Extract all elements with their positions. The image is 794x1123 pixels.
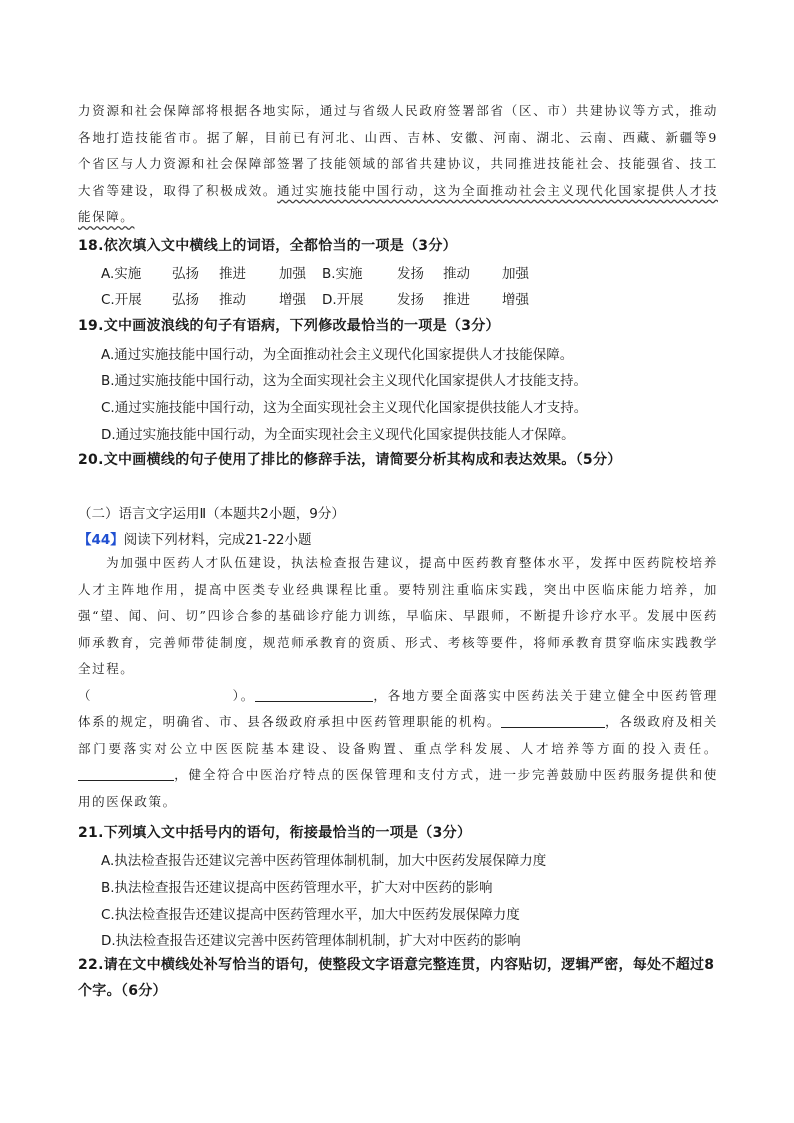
passage-1 (78, 98, 718, 231)
q18-a-word3: 推进 (219, 266, 246, 282)
q18-a-word2: 弘扬 (172, 266, 199, 282)
q18-b-word4: 加强 (502, 266, 529, 282)
q19-option-b: B.通过实施技能中国行动，这为全面实现社会主义现代化国家提供人才技能支持。 (101, 373, 588, 389)
q18-a-label: A.实施 (101, 266, 142, 282)
q21-option-c: C.执法检查报告还建议提高中医药管理水平，加大中医药发展保障力度 (101, 907, 520, 923)
question-21-stem: 21.下列填入文中括号内的语句，衔接最恰当的一项是（3分） (78, 825, 472, 841)
blank-3[interactable] (78, 766, 174, 781)
q21-option-a: A.执法检查报告还建议完善中医药管理体制机制，加大中医药发展保障力度 (101, 853, 547, 869)
q21-option-b: B.执法检查报告还建议提高中医药管理水平，扩大对中医药的影响 (101, 880, 493, 896)
passage-1-lead: 力资源和社会保障部将根据各地实际，通过与省级人民政府签署部省（区、市）共建协议等方式，推动各地打造技能省市。据了解，目前已有河北、山西、吉林、安徽、河南、湖北、云南、西藏、新疆等9个省区与人力资源和社会保障部签署了技能领域的部省共建协议，共同推进技能社会、技能强省、技工大省等建设，取得了积极成效。 (78, 103, 718, 198)
passage-2-para-2: （ ）。 ，各地方要全面落实中医药法关于建立健全中医药管理体系的规定，明确省、市、县各级政府承担中医药管理职能的机构。 ，各级政府及相关部门要落实对公立中医医院基本建设、设备购置、重点学科发展、人才培养等方面的投入责任。，健全符合中医治疗特点的医保管理和支付方式，进一步完善鼓励中医药服务提供和使用的医保政策。 (78, 687, 718, 809)
q18-c-word2: 弘扬 (172, 292, 199, 308)
blank-2[interactable] (501, 713, 605, 728)
passage-1-text (78, 98, 718, 231)
question-19-stem: 19.文中画波浪线的句子有语病，下列修改最恰当的一项是（3分） (78, 318, 500, 334)
q21-option-d: D.执法检查报告还建议完善中医药管理体制机制，扩大对中医药的影响 (101, 933, 521, 949)
q18-c-word3: 推动 (219, 292, 246, 308)
q18-b-word2: 发扬 (397, 266, 424, 282)
q18-d-word4: 增强 (502, 292, 529, 308)
blank-1[interactable] (255, 687, 373, 702)
wavy-sentence: 通过实施技能中国行动，这为全面推动社会主义现代化国家提供人才技能保障。 (78, 182, 718, 224)
bracket-close: ）。 (232, 687, 256, 703)
q18-d-word3: 推进 (443, 292, 470, 308)
q18-b-label: B.实施 (322, 266, 363, 282)
bracket-open: （ (78, 687, 93, 703)
q19-option-c: C.通过实施技能中国行动，这为全面实现社会主义现代化国家提供技能人才支持。 (101, 400, 588, 416)
q19-option-d: D.通过实施技能中国行动，为全面实现社会主义现代化国家提供技能人才保障。 (101, 427, 575, 443)
q19-option-a: A.通过实施技能中国行动，为全面推动社会主义现代化国家提供人才技能保障。 (101, 347, 574, 363)
section-2-instruction: 阅读下列材料，完成21-22小题 (123, 532, 312, 548)
q18-d-label: D.开展 (322, 292, 364, 308)
q18-c-word4: 增强 (279, 292, 306, 308)
q18-c-label: C.开展 (101, 292, 142, 308)
q18-b-word3: 推动 (443, 266, 470, 282)
question-20-stem: 20.文中画横线的句子使用了排比的修辞手法，请简要分析其构成和表达效果。（5分） (78, 452, 622, 468)
passage-2 (78, 550, 718, 815)
section-2-title: （二）语言文字运用Ⅱ（本题共2小题，9分） (78, 506, 345, 522)
q18-a-word4: 加强 (279, 266, 306, 282)
question-22-stem: 22.请在文中横线处补写恰当的语句，使整段文字语意完整连贯，内容贴切，逻辑严密，每处不超过8个字。（6分） (78, 957, 715, 999)
q18-d-word2: 发扬 (397, 292, 424, 308)
question-tag: 【44】 (78, 532, 124, 548)
section-2-instruction-line (78, 528, 312, 548)
question-18-stem: 18.依次填入文中横线上的词语，全都恰当的一项是（3分） (78, 238, 457, 254)
passage-2-para-1: 为加强中医药人才队伍建设，执法检查报告建议，提高中医药教育整体水平，发挥中医药院校培养人才主阵地作用，提高中医类专业经典课程比重。要特别注重临床实践，突出中医临床能力培养，加强“望、闻、问、切”四诊合参的基础诊疗能力训练，早临床、早跟师，不断提升诊疗水平。发展中医药师承教育，完善师带徒制度，规范师承教育的资质、形式、考核等要件，将师承教育贯穿临床实践教学全过程。 (78, 555, 718, 676)
